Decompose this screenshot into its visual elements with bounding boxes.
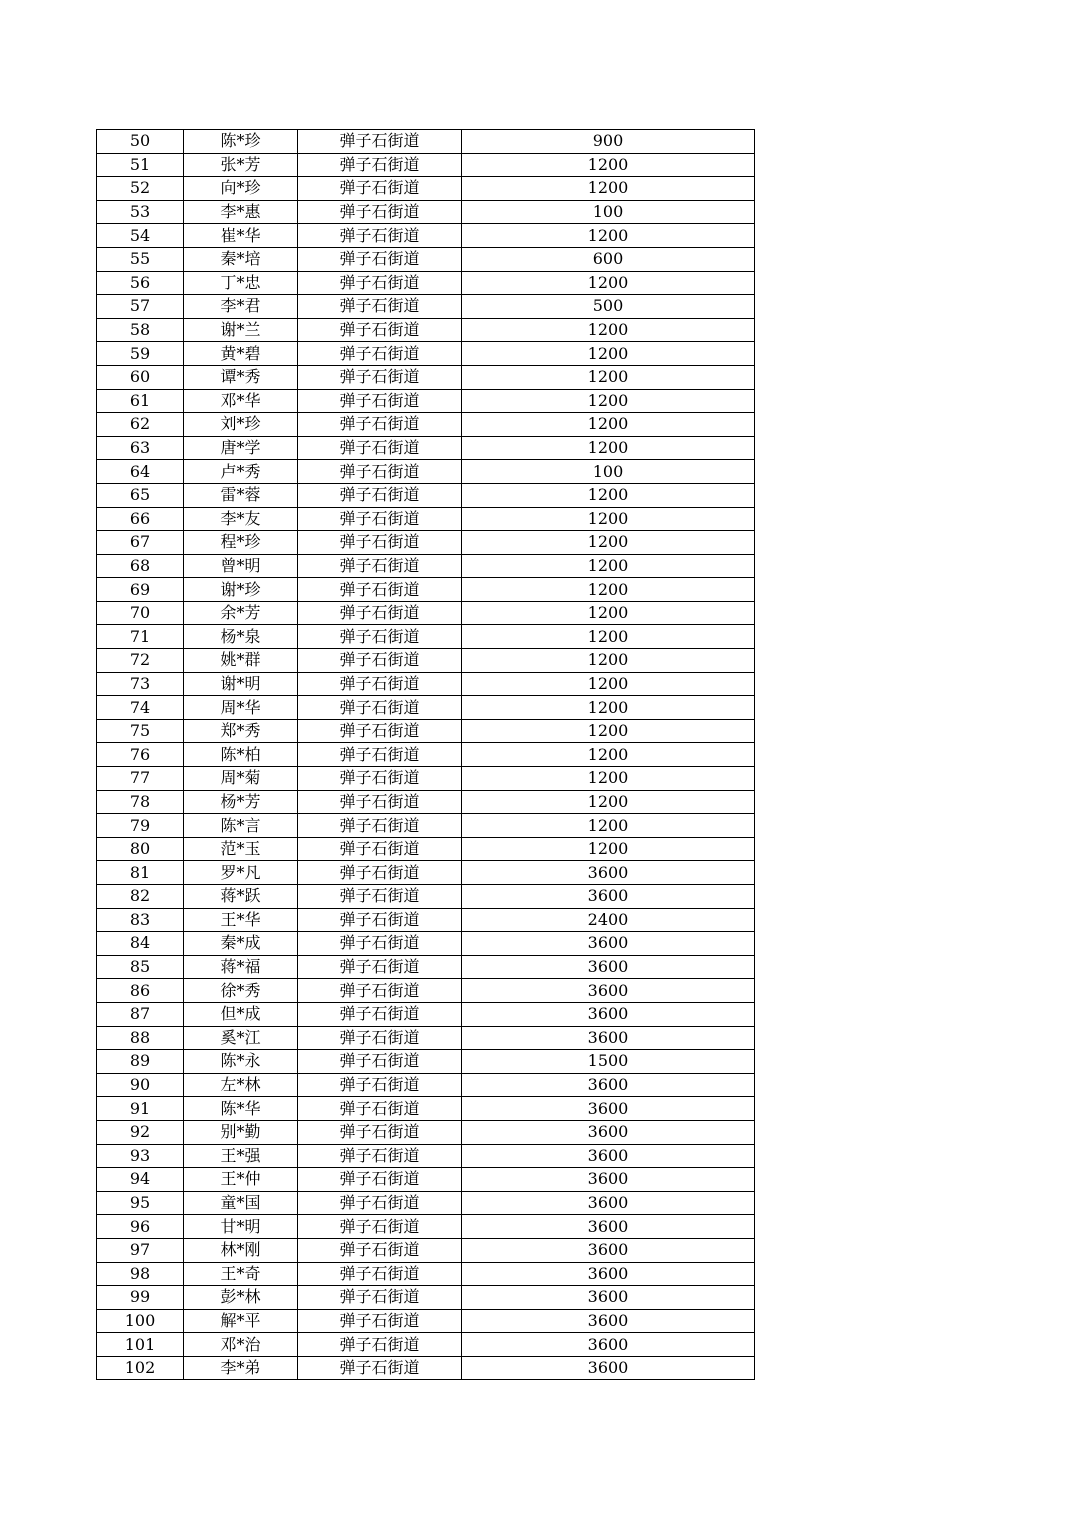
street-cell: 弹子石街道 [298, 342, 462, 366]
table-row [97, 177, 755, 201]
amount-cell: 1200 [462, 672, 755, 696]
name-cell: 李*惠 [184, 200, 298, 224]
table-row [97, 1002, 755, 1026]
amount-cell: 3600 [462, 1026, 755, 1050]
street-cell: 弹子石街道 [298, 932, 462, 956]
street-cell: 弹子石街道 [298, 1168, 462, 1192]
row-number-cell: 83 [97, 908, 184, 932]
amount-cell: 3600 [462, 1097, 755, 1121]
table-row [97, 247, 755, 271]
name-cell: 周*菊 [184, 767, 298, 791]
street-cell: 弹子石街道 [298, 295, 462, 319]
amount-cell: 3600 [462, 979, 755, 1003]
street-cell: 弹子石街道 [298, 1333, 462, 1357]
name-cell: 卢*秀 [184, 460, 298, 484]
table-row [97, 200, 755, 224]
table-row [97, 1215, 755, 1239]
name-cell: 李*弟 [184, 1356, 298, 1380]
street-cell: 弹子石街道 [298, 601, 462, 625]
street-cell: 弹子石街道 [298, 814, 462, 838]
row-number-cell: 79 [97, 814, 184, 838]
row-number-cell: 55 [97, 247, 184, 271]
row-number-cell: 90 [97, 1073, 184, 1097]
amount-cell: 3600 [462, 1168, 755, 1192]
street-cell: 弹子石街道 [298, 885, 462, 909]
street-cell: 弹子石街道 [298, 625, 462, 649]
amount-cell: 2400 [462, 908, 755, 932]
row-number-cell: 88 [97, 1026, 184, 1050]
street-cell: 弹子石街道 [298, 1356, 462, 1380]
street-cell: 弹子石街道 [298, 271, 462, 295]
name-cell: 李*君 [184, 295, 298, 319]
street-cell: 弹子石街道 [298, 130, 462, 154]
amount-cell: 1200 [462, 767, 755, 791]
table-row [97, 861, 755, 885]
row-number-cell: 67 [97, 531, 184, 555]
street-cell: 弹子石街道 [298, 389, 462, 413]
amount-cell: 3600 [462, 1120, 755, 1144]
row-number-cell: 85 [97, 955, 184, 979]
table-row [97, 1097, 755, 1121]
name-cell: 周*华 [184, 696, 298, 720]
name-cell: 李*友 [184, 507, 298, 531]
table-row [97, 271, 755, 295]
row-number-cell: 99 [97, 1286, 184, 1310]
row-number-cell: 86 [97, 979, 184, 1003]
name-cell: 陈*珍 [184, 130, 298, 154]
amount-cell: 1200 [462, 436, 755, 460]
row-number-cell: 51 [97, 153, 184, 177]
row-number-cell: 81 [97, 861, 184, 885]
table-row [97, 153, 755, 177]
street-cell: 弹子石街道 [298, 1120, 462, 1144]
street-cell: 弹子石街道 [298, 1097, 462, 1121]
street-cell: 弹子石街道 [298, 177, 462, 201]
amount-cell: 1200 [462, 719, 755, 743]
table-row [97, 601, 755, 625]
name-cell: 彭*林 [184, 1286, 298, 1310]
amount-cell: 3600 [462, 1262, 755, 1286]
row-number-cell: 97 [97, 1238, 184, 1262]
amount-cell: 1200 [462, 153, 755, 177]
table-row [97, 814, 755, 838]
table-row [97, 389, 755, 413]
table-row [97, 483, 755, 507]
street-cell: 弹子石街道 [298, 578, 462, 602]
row-number-cell: 100 [97, 1309, 184, 1333]
row-number-cell: 59 [97, 342, 184, 366]
table-row [97, 979, 755, 1003]
amount-cell: 1200 [462, 365, 755, 389]
street-cell: 弹子石街道 [298, 1309, 462, 1333]
table-row [97, 1333, 755, 1357]
row-number-cell: 63 [97, 436, 184, 460]
name-cell: 陈*言 [184, 814, 298, 838]
street-cell: 弹子石街道 [298, 531, 462, 555]
amount-cell: 3600 [462, 1333, 755, 1357]
name-cell: 杨*泉 [184, 625, 298, 649]
row-number-cell: 95 [97, 1191, 184, 1215]
name-cell: 程*珍 [184, 531, 298, 555]
table-row [97, 885, 755, 909]
table-row [97, 1356, 755, 1380]
name-cell: 范*玉 [184, 837, 298, 861]
amount-cell: 1200 [462, 625, 755, 649]
amount-cell: 1200 [462, 696, 755, 720]
name-cell: 王*华 [184, 908, 298, 932]
amount-cell: 3600 [462, 885, 755, 909]
amount-cell: 3600 [462, 1238, 755, 1262]
row-number-cell: 72 [97, 649, 184, 673]
street-cell: 弹子石街道 [298, 507, 462, 531]
table-row [97, 1120, 755, 1144]
name-cell: 王*强 [184, 1144, 298, 1168]
table-row [97, 1026, 755, 1050]
amount-cell: 1200 [462, 342, 755, 366]
name-cell: 秦*培 [184, 247, 298, 271]
amount-cell: 3600 [462, 1073, 755, 1097]
row-number-cell: 76 [97, 743, 184, 767]
amount-cell: 1200 [462, 483, 755, 507]
street-cell: 弹子石街道 [298, 224, 462, 248]
name-cell: 邓*华 [184, 389, 298, 413]
row-number-cell: 54 [97, 224, 184, 248]
street-cell: 弹子石街道 [298, 200, 462, 224]
name-cell: 谢*兰 [184, 318, 298, 342]
amount-cell: 1200 [462, 837, 755, 861]
name-cell: 丁*忠 [184, 271, 298, 295]
name-cell: 奚*江 [184, 1026, 298, 1050]
name-cell: 姚*群 [184, 649, 298, 673]
table-row [97, 365, 755, 389]
name-cell: 张*芳 [184, 153, 298, 177]
amount-cell: 100 [462, 460, 755, 484]
table-row [97, 837, 755, 861]
name-cell: 秦*成 [184, 932, 298, 956]
amount-cell: 1200 [462, 177, 755, 201]
street-cell: 弹子石街道 [298, 719, 462, 743]
name-cell: 邓*治 [184, 1333, 298, 1357]
street-cell: 弹子石街道 [298, 153, 462, 177]
name-cell: 但*成 [184, 1002, 298, 1026]
name-cell: 王*仲 [184, 1168, 298, 1192]
row-number-cell: 73 [97, 672, 184, 696]
street-cell: 弹子石街道 [298, 554, 462, 578]
name-cell: 郑*秀 [184, 719, 298, 743]
amount-cell: 1200 [462, 649, 755, 673]
row-number-cell: 64 [97, 460, 184, 484]
row-number-cell: 66 [97, 507, 184, 531]
street-cell: 弹子石街道 [298, 1262, 462, 1286]
street-cell: 弹子石街道 [298, 460, 462, 484]
row-number-cell: 94 [97, 1168, 184, 1192]
table-row [97, 1050, 755, 1074]
street-cell: 弹子石街道 [298, 483, 462, 507]
name-cell: 谢*珍 [184, 578, 298, 602]
name-cell: 杨*芳 [184, 790, 298, 814]
amount-cell: 1200 [462, 790, 755, 814]
street-cell: 弹子石街道 [298, 649, 462, 673]
street-cell: 弹子石街道 [298, 1050, 462, 1074]
row-number-cell: 60 [97, 365, 184, 389]
table-row [97, 932, 755, 956]
street-cell: 弹子石街道 [298, 955, 462, 979]
amount-cell: 1200 [462, 601, 755, 625]
street-cell: 弹子石街道 [298, 672, 462, 696]
amount-cell: 1500 [462, 1050, 755, 1074]
table-row [97, 318, 755, 342]
amount-cell: 1200 [462, 318, 755, 342]
table-row [97, 696, 755, 720]
row-number-cell: 98 [97, 1262, 184, 1286]
amount-cell: 1200 [462, 814, 755, 838]
name-cell: 唐*学 [184, 436, 298, 460]
row-number-cell: 57 [97, 295, 184, 319]
amount-cell: 1200 [462, 554, 755, 578]
table-row [97, 719, 755, 743]
row-number-cell: 80 [97, 837, 184, 861]
name-cell: 陈*华 [184, 1097, 298, 1121]
name-cell: 别*勤 [184, 1120, 298, 1144]
table-row [97, 767, 755, 791]
amount-cell: 100 [462, 200, 755, 224]
table-row [97, 1144, 755, 1168]
name-cell: 曾*明 [184, 554, 298, 578]
row-number-cell: 87 [97, 1002, 184, 1026]
street-cell: 弹子石街道 [298, 861, 462, 885]
name-cell: 谢*明 [184, 672, 298, 696]
amount-cell: 1200 [462, 743, 755, 767]
name-cell: 刘*珍 [184, 413, 298, 437]
table-row [97, 554, 755, 578]
street-cell: 弹子石街道 [298, 1215, 462, 1239]
table-body [97, 130, 755, 1380]
table-row [97, 1168, 755, 1192]
amount-cell: 3600 [462, 1286, 755, 1310]
street-cell: 弹子石街道 [298, 413, 462, 437]
table-row [97, 1238, 755, 1262]
row-number-cell: 68 [97, 554, 184, 578]
row-number-cell: 84 [97, 932, 184, 956]
amount-cell: 1200 [462, 271, 755, 295]
row-number-cell: 101 [97, 1333, 184, 1357]
row-number-cell: 61 [97, 389, 184, 413]
table-row [97, 625, 755, 649]
name-cell: 左*林 [184, 1073, 298, 1097]
street-cell: 弹子石街道 [298, 1191, 462, 1215]
name-cell: 林*刚 [184, 1238, 298, 1262]
table-row [97, 578, 755, 602]
row-number-cell: 69 [97, 578, 184, 602]
table-row [97, 1286, 755, 1310]
name-cell: 甘*明 [184, 1215, 298, 1239]
amount-cell: 3600 [462, 1002, 755, 1026]
table-row [97, 413, 755, 437]
table-row [97, 1191, 755, 1215]
name-cell: 童*国 [184, 1191, 298, 1215]
table-row [97, 743, 755, 767]
street-cell: 弹子石街道 [298, 1238, 462, 1262]
row-number-cell: 91 [97, 1097, 184, 1121]
name-cell: 向*珍 [184, 177, 298, 201]
name-cell: 罗*凡 [184, 861, 298, 885]
street-cell: 弹子石街道 [298, 979, 462, 1003]
amount-cell: 3600 [462, 1191, 755, 1215]
row-number-cell: 56 [97, 271, 184, 295]
name-cell: 谭*秀 [184, 365, 298, 389]
table-row [97, 672, 755, 696]
name-cell: 王*奇 [184, 1262, 298, 1286]
name-cell: 蒋*福 [184, 955, 298, 979]
street-cell: 弹子石街道 [298, 247, 462, 271]
street-cell: 弹子石街道 [298, 1073, 462, 1097]
row-number-cell: 102 [97, 1356, 184, 1380]
table-row [97, 130, 755, 154]
row-number-cell: 62 [97, 413, 184, 437]
table-row [97, 1309, 755, 1333]
name-cell: 崔*华 [184, 224, 298, 248]
amount-cell: 3600 [462, 932, 755, 956]
row-number-cell: 50 [97, 130, 184, 154]
table-row [97, 649, 755, 673]
row-number-cell: 78 [97, 790, 184, 814]
row-number-cell: 70 [97, 601, 184, 625]
street-cell: 弹子石街道 [298, 790, 462, 814]
street-cell: 弹子石街道 [298, 1002, 462, 1026]
data-table [96, 129, 755, 1380]
table-row [97, 507, 755, 531]
table-row [97, 790, 755, 814]
row-number-cell: 89 [97, 1050, 184, 1074]
name-cell: 黄*碧 [184, 342, 298, 366]
street-cell: 弹子石街道 [298, 1144, 462, 1168]
amount-cell: 3600 [462, 861, 755, 885]
street-cell: 弹子石街道 [298, 743, 462, 767]
row-number-cell: 77 [97, 767, 184, 791]
amount-cell: 3600 [462, 955, 755, 979]
amount-cell: 3600 [462, 1309, 755, 1333]
row-number-cell: 53 [97, 200, 184, 224]
amount-cell: 1200 [462, 389, 755, 413]
row-number-cell: 93 [97, 1144, 184, 1168]
street-cell: 弹子石街道 [298, 365, 462, 389]
name-cell: 余*芳 [184, 601, 298, 625]
name-cell: 徐*秀 [184, 979, 298, 1003]
street-cell: 弹子石街道 [298, 318, 462, 342]
row-number-cell: 92 [97, 1120, 184, 1144]
amount-cell: 1200 [462, 224, 755, 248]
table-row [97, 955, 755, 979]
street-cell: 弹子石街道 [298, 767, 462, 791]
table-row [97, 1073, 755, 1097]
amount-cell: 500 [462, 295, 755, 319]
amount-cell: 1200 [462, 578, 755, 602]
row-number-cell: 52 [97, 177, 184, 201]
row-number-cell: 96 [97, 1215, 184, 1239]
row-number-cell: 58 [97, 318, 184, 342]
row-number-cell: 65 [97, 483, 184, 507]
amount-cell: 1200 [462, 413, 755, 437]
table-row [97, 460, 755, 484]
amount-cell: 3600 [462, 1215, 755, 1239]
street-cell: 弹子石街道 [298, 1026, 462, 1050]
table-row [97, 1262, 755, 1286]
row-number-cell: 71 [97, 625, 184, 649]
street-cell: 弹子石街道 [298, 436, 462, 460]
table-row [97, 436, 755, 460]
amount-cell: 3600 [462, 1356, 755, 1380]
amount-cell: 1200 [462, 531, 755, 555]
street-cell: 弹子石街道 [298, 696, 462, 720]
table-row [97, 295, 755, 319]
name-cell: 陈*柏 [184, 743, 298, 767]
name-cell: 蒋*跃 [184, 885, 298, 909]
row-number-cell: 74 [97, 696, 184, 720]
amount-cell: 600 [462, 247, 755, 271]
street-cell: 弹子石街道 [298, 837, 462, 861]
street-cell: 弹子石街道 [298, 1286, 462, 1310]
amount-cell: 1200 [462, 507, 755, 531]
amount-cell: 3600 [462, 1144, 755, 1168]
table-row [97, 908, 755, 932]
name-cell: 陈*永 [184, 1050, 298, 1074]
amount-cell: 900 [462, 130, 755, 154]
name-cell: 解*平 [184, 1309, 298, 1333]
name-cell: 雷*蓉 [184, 483, 298, 507]
table-row [97, 224, 755, 248]
row-number-cell: 82 [97, 885, 184, 909]
row-number-cell: 75 [97, 719, 184, 743]
table-row [97, 342, 755, 366]
street-cell: 弹子石街道 [298, 908, 462, 932]
table-row [97, 531, 755, 555]
